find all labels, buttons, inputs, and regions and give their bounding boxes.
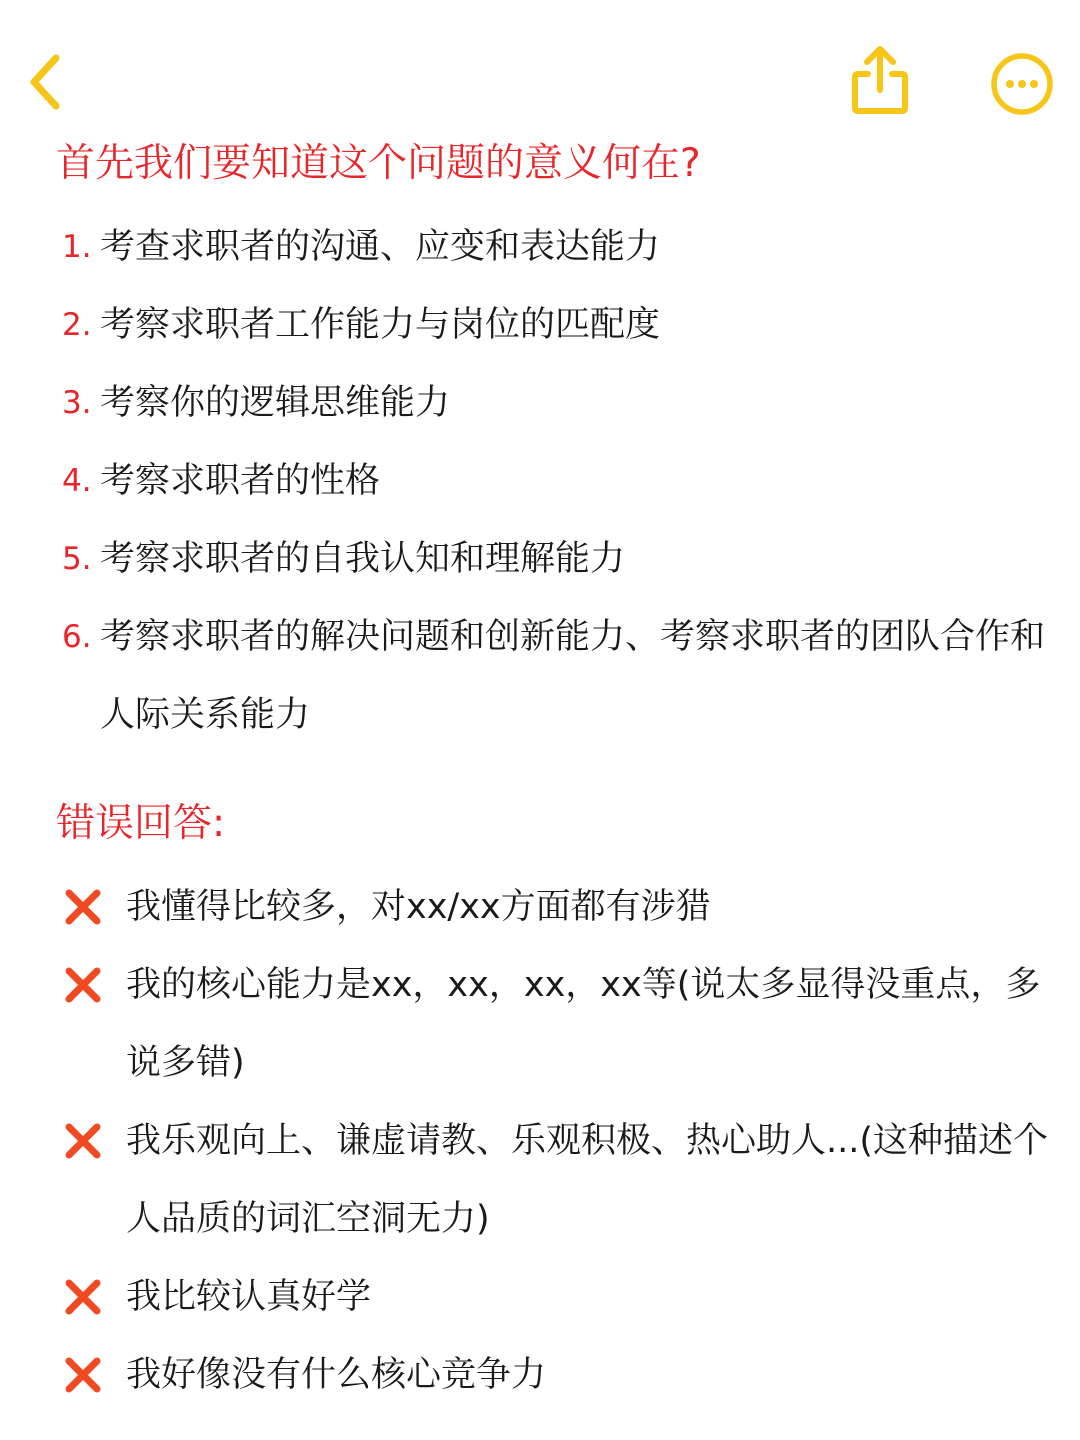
list-text: 我的核心能力是xx，xx，xx，xx等(说太多显得没重点，多说多错)	[126, 965, 1041, 1083]
list-number: 1.	[62, 229, 92, 265]
x-mark-icon	[62, 1276, 104, 1318]
list-text: 考察你的逻辑思维能力	[100, 383, 451, 423]
list-text: 我懂得比较多，对xx/xx方面都有涉猎	[126, 887, 711, 927]
list-text: 考察求职者的解决问题和创新能力、考察求职者的团队合作和人际关系能力	[100, 617, 1046, 735]
x-mark-icon	[62, 964, 104, 1006]
list-item	[62, 208, 1052, 286]
list-text: 我比较认真好学	[126, 1277, 372, 1317]
list-item	[62, 1258, 1052, 1336]
more-icon	[990, 52, 1054, 116]
share-button[interactable]	[848, 44, 912, 116]
list-item	[62, 868, 1052, 946]
list-item	[62, 1102, 1052, 1258]
list-item	[62, 286, 1052, 364]
chevron-left-icon	[22, 50, 72, 114]
list-text: 考察求职者的自我认知和理解能力	[100, 539, 626, 579]
list-number: 3.	[62, 385, 92, 421]
x-mark-icon	[62, 1354, 104, 1396]
x-mark-icon	[62, 1120, 104, 1162]
share-icon	[848, 44, 912, 116]
list-item	[62, 520, 1052, 598]
list-number: 2.	[62, 307, 92, 343]
list-text: 我好像没有什么核心竞争力	[126, 1355, 547, 1395]
list-number: 5.	[62, 541, 92, 577]
list-text: 考查求职者的沟通、应变和表达能力	[100, 227, 661, 267]
back-button[interactable]	[22, 50, 72, 114]
list-item	[62, 364, 1052, 442]
list-number: 4.	[62, 463, 92, 499]
list-text: 考察求职者工作能力与岗位的匹配度	[100, 305, 661, 345]
section-heading-meaning: 首先我们要知道这个问题的意义何在?	[56, 141, 701, 186]
top-bar	[0, 0, 1080, 130]
x-mark-icon	[62, 886, 104, 928]
list-item	[62, 598, 1052, 754]
list-item	[62, 1336, 1052, 1414]
list-text: 我乐观向上、谦虚请教、乐观积极、热心助人...(这种描述个人品质的词汇空洞无力)	[126, 1121, 1049, 1239]
section-heading-wrong-answers: 错误回答:	[56, 801, 226, 846]
list-number: 6.	[62, 619, 92, 655]
list-text: 考察求职者的性格	[100, 461, 381, 501]
list-item	[62, 442, 1052, 520]
list-item	[62, 946, 1052, 1102]
more-button[interactable]	[990, 52, 1054, 116]
